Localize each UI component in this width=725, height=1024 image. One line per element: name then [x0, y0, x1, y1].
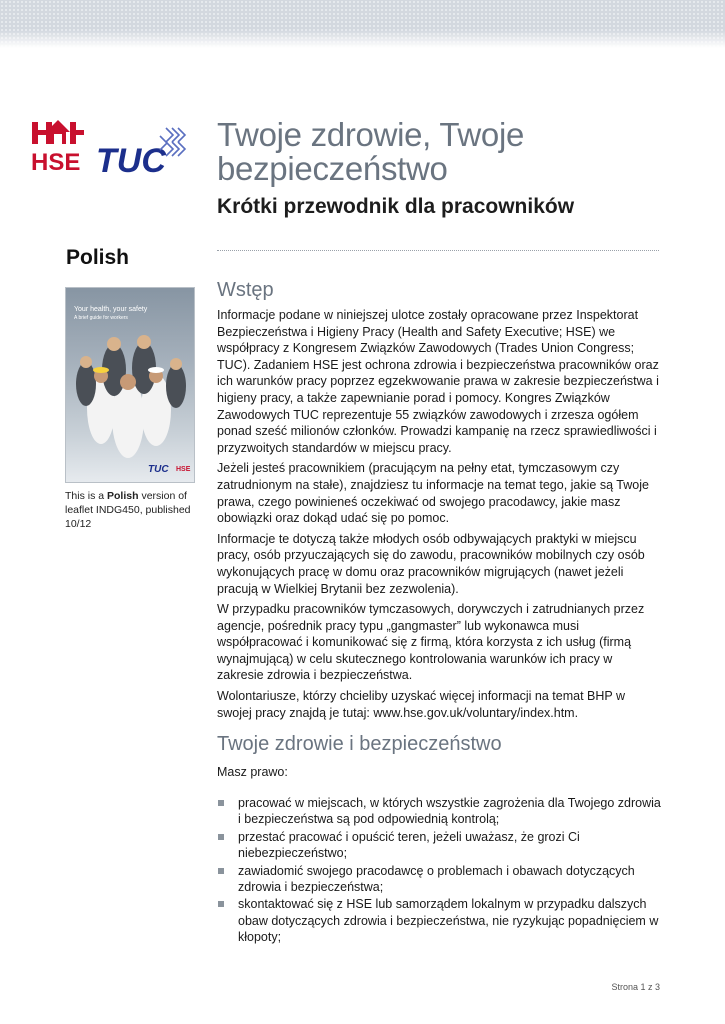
list-item	[217, 829, 662, 862]
bullet-square-icon	[218, 901, 224, 907]
translation-note	[65, 489, 205, 531]
hse-logo	[30, 118, 86, 174]
cover-tuc-logo: TUC	[148, 464, 169, 475]
introduction-body	[217, 307, 662, 725]
language-label: Polish	[66, 246, 130, 269]
list-item	[217, 863, 662, 896]
bullet-square-icon	[218, 868, 224, 874]
tuc-logo	[94, 122, 200, 176]
section-heading-introduction: Wstęp	[217, 279, 274, 301]
intro-paragraph: Informacje podane w niniejszej ulotce zostały opracowane przez Inspektorat Bezpieczeństwa i Higieny Pracy (Health and Safety Executive; HSE) we współpracy z Kongresem Związków Zawodowych (Trades Union Congress; TUC). Zadaniem HSE jest ochrona zdrowia i bezpieczeństwa pracowników oraz ich warunków pracy poprzez egzekwowanie prawa w zakresie bezpieczeństwa i higieny pracy, a także zapewnianie porad i pomocy. Kongres Związków Zawodowych TUC reprezentuje 55 związków zawodowych i zrzesza ogółem ponad sześć milionów członków. Prowadzi kampanię na rzecz sprawiedliwości i przyzwoitych standardów w miejscu pracy.	[217, 308, 659, 455]
translation-note-post: version of leaflet INDG450, published 10/12	[65, 490, 191, 530]
header-dot-band	[0, 0, 725, 48]
page-title: Twoje zdrowie, Twoje bezpieczeństwo	[217, 116, 525, 187]
bullet-square-icon	[218, 800, 224, 806]
cover-subtitle: A brief guide for workers	[74, 315, 128, 321]
cover-hse-logo: HSE	[176, 466, 191, 473]
tuc-logo-text: TUC	[96, 142, 166, 176]
hse-logo-text: HSE	[31, 149, 81, 174]
intro-paragraph: Jeżeli jesteś pracownikiem (pracującym na pełny etat, tymczasowym czy zatrudnionym na stałe), znajdziesz tu informacje na temat tego, jakie są Twoje prawa, czego powinieneś oczekiwać od swojego pracodawcy, jakie masz obowiązki oraz dokąd udać się po pomoc.	[217, 461, 649, 526]
cover-title: Your health, your safety	[74, 306, 148, 313]
intro-paragraph: Wolontariusze, którzy chcieliby uzyskać więcej informacji na temat BHP w swojej pracy znajdą je tutaj: www.hse.gov.uk/voluntary/index.htm.	[217, 689, 626, 720]
list-item	[217, 795, 662, 828]
intro-paragraph: W przypadku pracowników tymczasowych, dorywczych i zatrudnianych przez agencje, pośrednik pracy typu „gangmaster” lub wykonawca musi współpracować i komunikować się z firmą, która korzysta z ich usług (firmą wynajmującą) w celu skutecznego kontrolowania warunków ich pracy w zakresie zdrowia i bezpieczeństwa.	[217, 602, 645, 683]
list-item-text: przestać pracować i opuścić teren, jeżeli uważasz, że grozi Ci niebezpieczeństwo;	[238, 829, 580, 861]
leaflet-cover-image	[65, 287, 195, 483]
list-item	[217, 896, 662, 945]
list-item-text: skontaktować się z HSE lub samorządem lokalnym w przypadku dalszych obaw dotyczących zdrowia i bezpieczeństwa, nie ryzykując popadnięciem w kłopoty;	[238, 897, 659, 945]
list-item-text: zawiadomić swojego pracodawcę o problemach i obawach dotyczących zdrowia i bezpieczeństwa;	[238, 863, 635, 895]
title-block	[217, 118, 687, 220]
list-item-text: pracować w miejscach, w których wszystkie zagrożenia dla Twojego zdrowia i bezpieczeństwa są pod odpowiednią kontrolą;	[238, 796, 661, 827]
intro-paragraph: Informacje te dotyczą także młodych osób odbywających praktyki w miejscu pracy, osób przyuczających się do zawodu, pracowników mobilnych czy osób wykonujących pracę w domu oraz pracowników migrujących (nawet jeżeli pracują w Wielkiej Brytanii bez zezwolenia).	[217, 531, 645, 596]
logo-group	[30, 118, 200, 180]
translation-note-language: Polish	[107, 490, 139, 502]
translation-note-pre: This is a	[65, 490, 108, 502]
page-subtitle: Krótki przewodnik dla pracowników	[217, 195, 575, 218]
page-number: Strona 1 z 3	[611, 982, 660, 992]
section-heading-health-safety: Twoje zdrowie i bezpieczeństwo	[217, 733, 502, 755]
rights-list	[217, 795, 662, 947]
rights-lead-text: Masz prawo:	[217, 765, 288, 779]
bullet-square-icon	[218, 834, 224, 840]
dotted-divider	[217, 250, 659, 251]
